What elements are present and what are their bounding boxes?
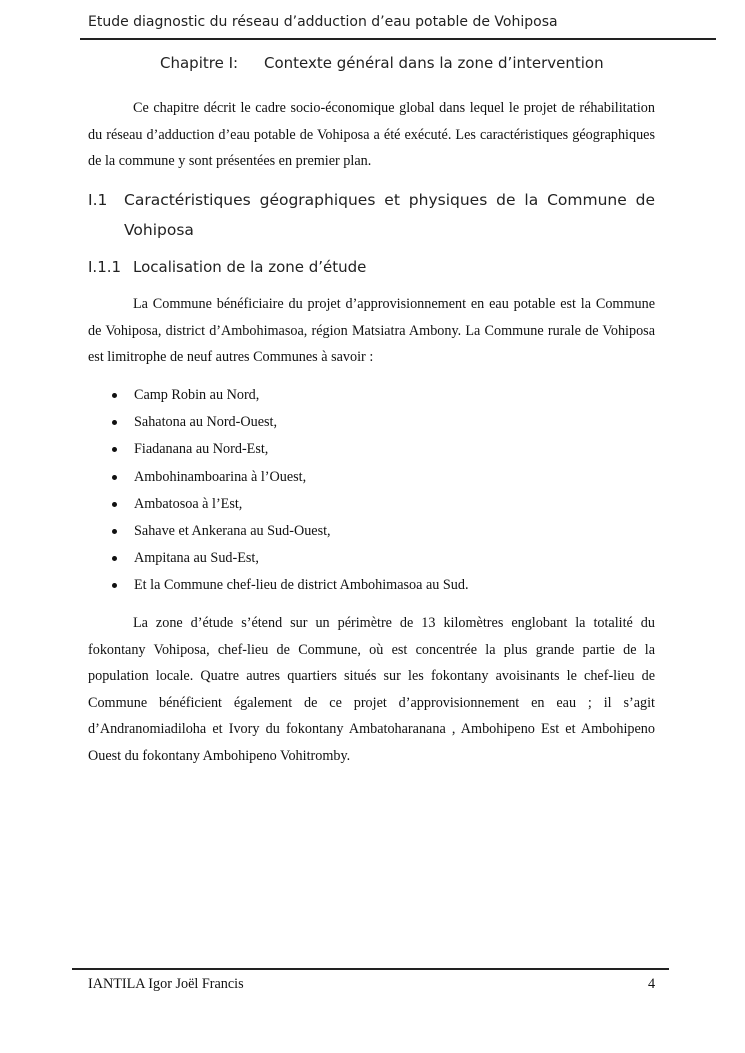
chapter-heading bbox=[160, 54, 604, 72]
section-title: Caractéristiques géographiques et physiques de la Commune de Vohiposa bbox=[124, 191, 655, 239]
list-item-text: Fiadanana au Nord-Est, bbox=[134, 441, 269, 458]
chapter-number: Chapitre I: bbox=[160, 54, 239, 72]
bullet-icon bbox=[112, 556, 117, 561]
list-item bbox=[88, 572, 655, 599]
footer-divider bbox=[72, 968, 669, 970]
list-item-text: Et la Commune chef-lieu de district Ambohimasoa au Sud. bbox=[134, 577, 469, 594]
list-item-text: Ambohinamboarina à l’Ouest, bbox=[134, 468, 307, 485]
list-item bbox=[88, 491, 655, 518]
list-item bbox=[88, 545, 655, 572]
footer-author: IANTILA Igor Joël Francis bbox=[88, 976, 244, 992]
page-number: 4 bbox=[648, 976, 656, 992]
list-item-text: Sahave et Ankerana au Sud-Ouest, bbox=[134, 522, 331, 539]
study-zone-paragraph: La zone d’étude s’étend sur un périmètre de 13 kilomètres englobant la totalité du fokontany Vohiposa, chef-lieu de Commune, où est concentrée la plus grande partie de la population locale. Quatre autres quartiers situés sur les fokontany avoisinants le chef-lieu de Commune bénéficient également de ce projet d’approvisionnement en eau ; il s’agit d’Andranomiadiloha et Ivory du fokontany Ambatoharanana , Ambohipeno Est et Ambohipeno Ouest du fokontany Ambohipeno Vohitromby. bbox=[88, 615, 655, 764]
list-item bbox=[88, 409, 655, 436]
chapter-title: Contexte général dans la zone d’intervention bbox=[264, 54, 604, 72]
list-item bbox=[88, 464, 655, 491]
bullet-icon bbox=[112, 393, 117, 398]
bullet-icon bbox=[112, 447, 117, 452]
running-header: Etude diagnostic du réseau d’adduction d’eau potable de Vohiposa bbox=[88, 14, 558, 30]
list-item bbox=[88, 382, 655, 409]
list-item bbox=[88, 436, 655, 463]
section-number: I.1 bbox=[88, 191, 108, 209]
list-item-text: Sahatona au Nord-Ouest, bbox=[134, 414, 278, 431]
bullet-icon bbox=[112, 475, 117, 480]
bullet-icon bbox=[112, 529, 117, 534]
bullet-icon bbox=[112, 583, 117, 588]
intro-paragraph: Ce chapitre décrit le cadre socio-économique global dans lequel le projet de réhabilitation du réseau d’adduction d’eau potable de Vohiposa a été exécuté. Les caractéristiques géographiques de la commune y sont présentées en premier plan. bbox=[88, 100, 655, 169]
list-item-text: Camp Robin au Nord, bbox=[134, 387, 260, 403]
section-heading bbox=[88, 185, 655, 245]
bullet-icon bbox=[112, 420, 117, 425]
subsection-number: I.1.1 bbox=[88, 258, 122, 276]
location-paragraph: La Commune bénéficiaire du projet d’approvisionnement en eau potable est la Commune de Vohiposa, district d’Ambohimasoa, région Matsiatra Ambony. La Commune rurale de Vohiposa est limitrophe de neuf autres Communes à savoir : bbox=[88, 296, 655, 365]
subsection-heading bbox=[88, 258, 366, 276]
neighbor-communes-list bbox=[88, 382, 655, 600]
header-divider bbox=[80, 38, 716, 40]
subsection-title: Localisation de la zone d’étude bbox=[133, 258, 367, 276]
bullet-icon bbox=[112, 502, 117, 507]
list-item bbox=[88, 518, 655, 545]
list-item-text: Ambatosoa à l’Est, bbox=[134, 495, 243, 512]
list-item-text: Ampitana au Sud-Est, bbox=[134, 550, 259, 567]
